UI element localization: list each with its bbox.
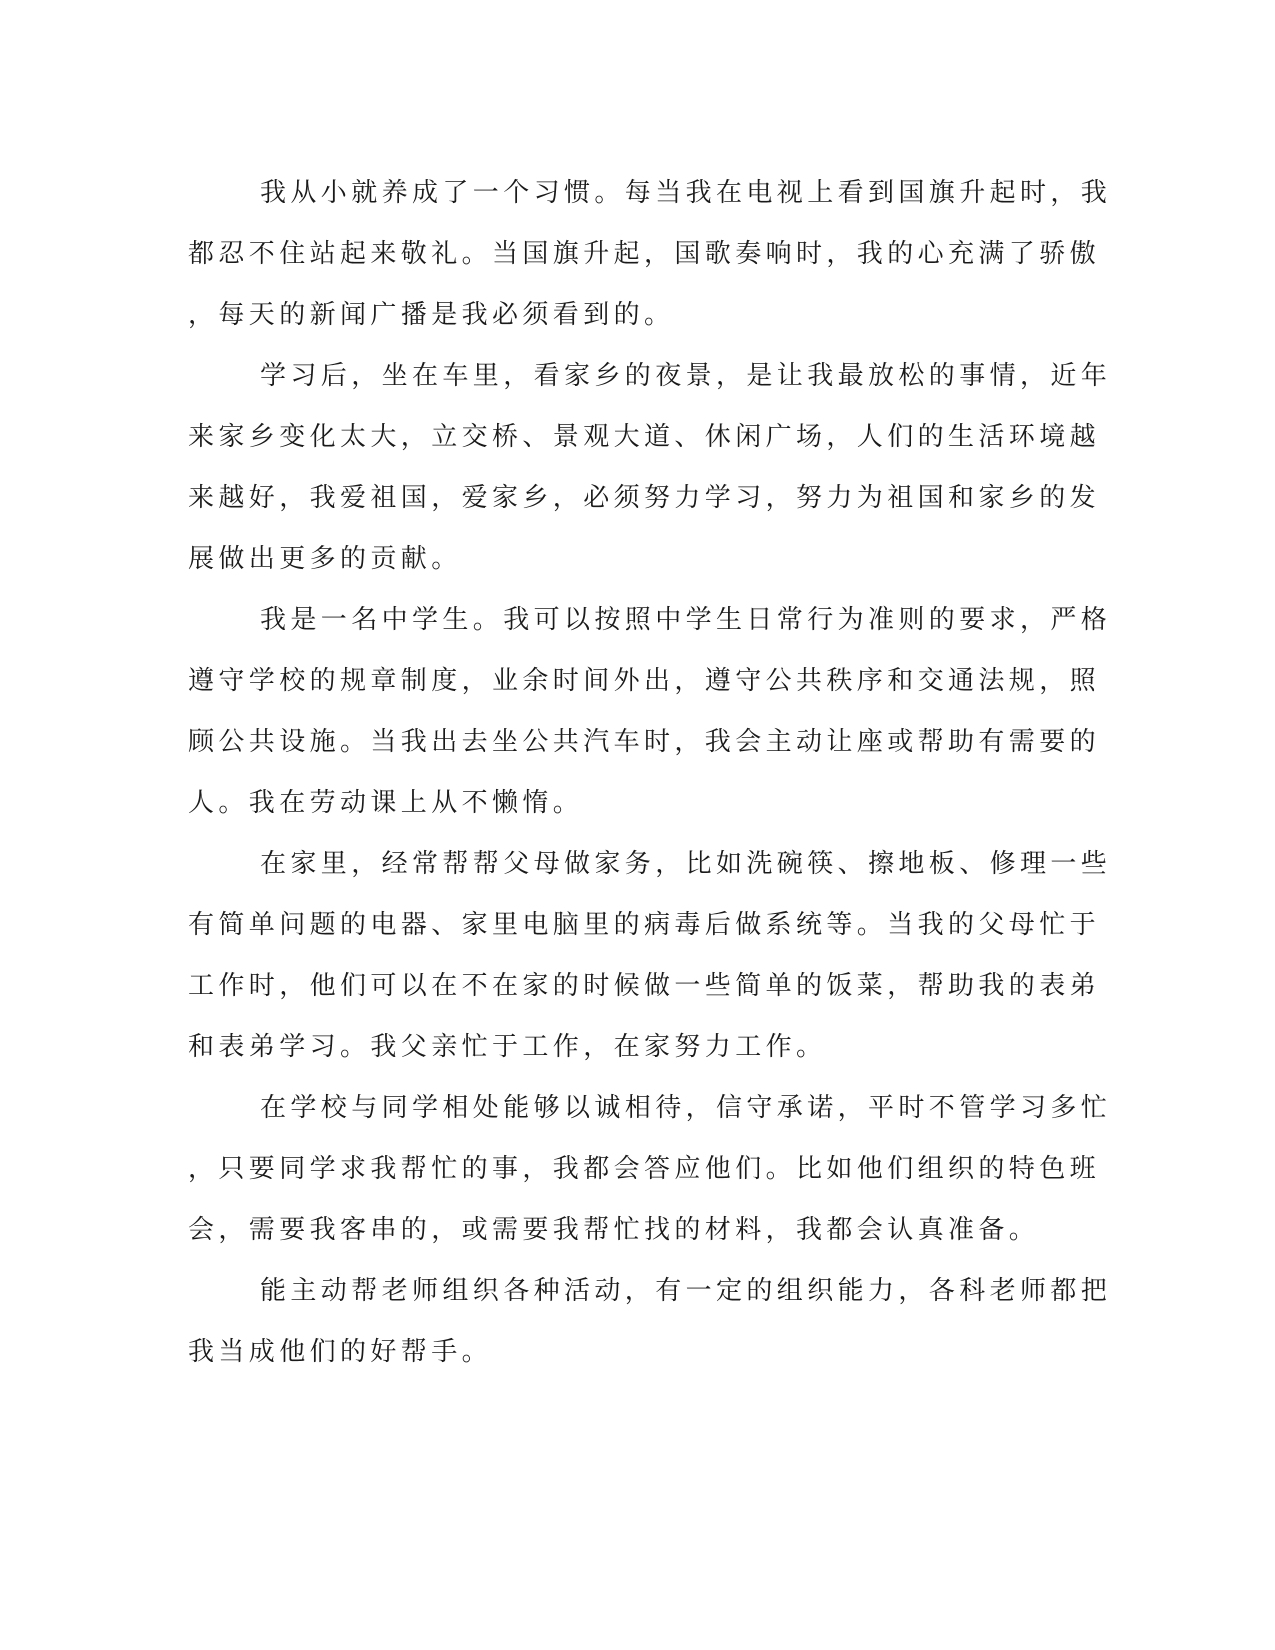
text-line: 会，需要我客串的，或需要我帮忙找的材料，我都会认真准备。 xyxy=(188,1215,1040,1245)
text-line: 能主动帮老师组织各种活动，有一定的组织能力，各科老师都把 xyxy=(260,1276,1112,1306)
paragraph-3 xyxy=(188,590,1112,834)
paragraph-4 xyxy=(188,834,1112,1078)
text-line: 我当成他们的好帮手。 xyxy=(188,1337,493,1367)
text-line: 在家里，经常帮帮父母做家务，比如洗碗筷、擦地板、修理一些 xyxy=(260,849,1112,879)
text-line: 顾公共设施。当我出去坐公共汽车时，我会主动让座或帮助有需要的 xyxy=(188,727,1101,757)
text-line: 在学校与同学相处能够以诚相待，信守承诺，平时不管学习多忙 xyxy=(260,1093,1112,1123)
text-line: 我是一名中学生。我可以按照中学生日常行为准则的要求，严格 xyxy=(260,605,1112,635)
text-line: ，每天的新闻广播是我必须看到的。 xyxy=(188,300,675,330)
paragraph-5 xyxy=(188,1078,1112,1261)
text-line: 我从小就养成了一个习惯。每当我在电视上看到国旗升起时，我 xyxy=(260,178,1112,208)
text-line: 学习后，坐在车里，看家乡的夜景，是让我最放松的事情，近年 xyxy=(260,361,1112,391)
text-line: 都忍不住站起来敬礼。当国旗升起，国歌奏响时，我的心充满了骄傲 xyxy=(188,239,1101,269)
text-line: 遵守学校的规章制度，业余时间外出，遵守公共秩序和交通法规，照 xyxy=(188,666,1101,696)
text-line: 来家乡变化太大，立交桥、景观大道、休闲广场，人们的生活环境越 xyxy=(188,422,1101,452)
text-line: 人。我在劳动课上从不懒惰。 xyxy=(188,788,584,818)
text-line: 展做出更多的贡献。 xyxy=(188,544,462,574)
paragraph-1 xyxy=(188,163,1112,346)
text-line: ，只要同学求我帮忙的事，我都会答应他们。比如他们组织的特色班 xyxy=(188,1154,1101,1184)
text-line: 来越好，我爱祖国，爱家乡，必须努力学习，努力为祖国和家乡的发 xyxy=(188,483,1101,513)
document-body xyxy=(188,163,1112,1383)
paragraph-2 xyxy=(188,346,1112,590)
text-line: 工作时，他们可以在不在家的时候做一些简单的饭菜，帮助我的表弟 xyxy=(188,971,1101,1001)
text-line: 和表弟学习。我父亲忙于工作，在家努力工作。 xyxy=(188,1032,827,1062)
text-line: 有简单问题的电器、家里电脑里的病毒后做系统等。当我的父母忙于 xyxy=(188,910,1101,940)
paragraph-6 xyxy=(188,1261,1112,1383)
